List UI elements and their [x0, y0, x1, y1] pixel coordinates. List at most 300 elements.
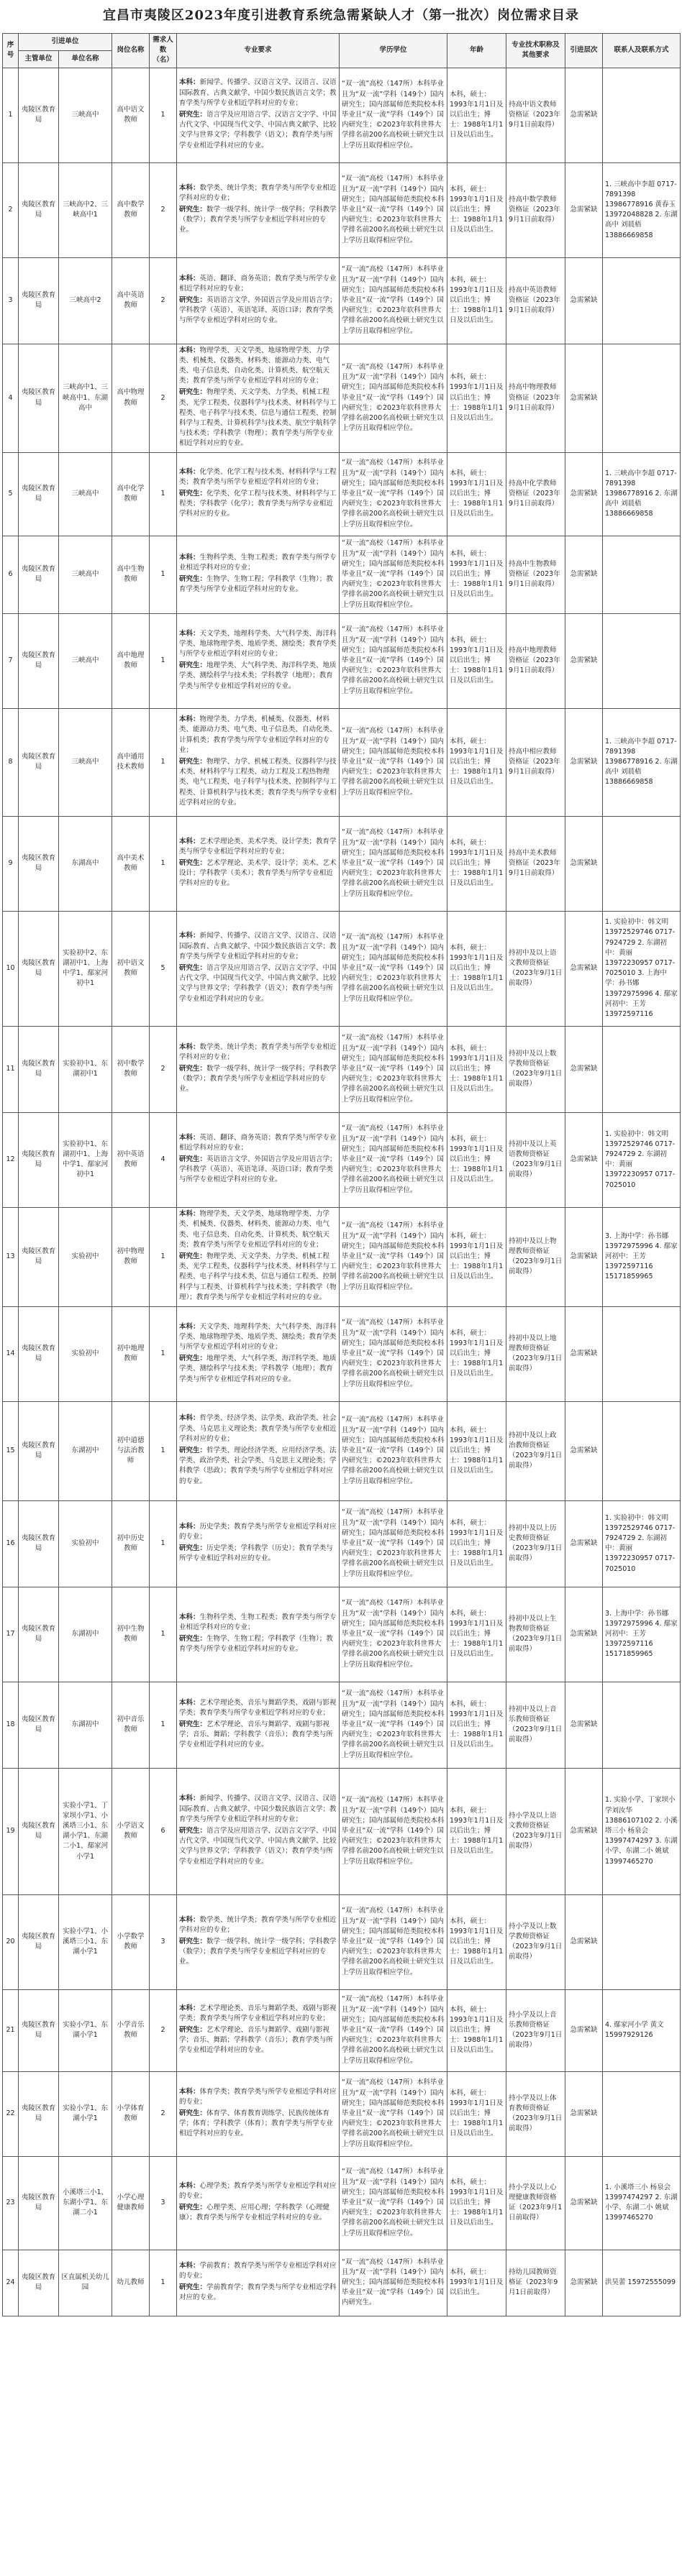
cell-post: 高中数学教师 — [112, 162, 150, 257]
cell-level: 急需紧缺 — [565, 257, 603, 344]
cell-major — [177, 162, 340, 257]
major-line: 本科：艺术学理论类、美术学类、设计学类；教育学类与所学专业相近学科对应的专业； — [179, 837, 337, 856]
major-line: 本科：英语、翻译、商务英语；教育学类与所学专业相近学科对应的专业； — [179, 274, 337, 293]
major-line: 研究生：艺术学理论、美术学、设计学；美术、艺术设计；学科教学（美术）；教育学类与所学专业相近学科对应的专业。 — [179, 859, 337, 888]
major-level-label: 研究生： — [179, 859, 207, 868]
cell-contact — [603, 1306, 681, 1401]
table-row — [3, 1306, 681, 1401]
cell-unit: 三峡高中2 — [59, 257, 112, 344]
cell-age: 本科，硕士：1993年1月1日及以后出生；博士：1988年1月1日及以后出生。 — [447, 1207, 506, 1306]
cell-unit: 实验小学1、丁家坝小学1、小溪塔三小1、东湖小学1、东湖二小1、鄢家河小学1 — [59, 1768, 112, 1894]
cell-level: 急需紧缺 — [565, 1682, 603, 1768]
table-row — [3, 613, 681, 708]
cell-degree: “双一流”高校（147所）本科毕业且为“双一流”学科（149个）国内研究生；国内部属师范类院校本科毕业且“双一流”学科（149个）国内研究生；©2023年软科世界大学排名前200名高校硕士研究生以上学历且取得相应学位。 — [340, 1026, 447, 1112]
major-level-label: 研究生： — [179, 1355, 207, 1363]
cell-count: 4 — [150, 1112, 177, 1207]
major-level-label: 本科： — [179, 553, 200, 562]
cell-age: 本科，硕士：1993年1月1日及以后出生；博士：1988年1月1日及以后出生。 — [447, 1500, 506, 1587]
cell-age: 本科，硕士：1993年1月1日及以后出生；博士：1988年1月1日及以后出生。 — [447, 536, 506, 613]
major-level-label: 研究生： — [179, 2109, 207, 2118]
cell-other: 持初中及以上地理教师资格证（2023年9月1日前取得） — [506, 1306, 565, 1401]
major-line: 本科：天文学类、地理科学类、大气科学类、海洋科学类、地球物理学类、地质学类、测绘类；教育学类与所学专业相近学科对应的专业； — [179, 629, 337, 658]
cell-age: 本科，硕士：1993年1月1日及以后出生；博士：1988年1月1日及以后出生。 — [447, 68, 506, 162]
cell-age: 本科，硕士：1993年1月1日及以后出生；博士：1988年1月1日及以后出生。 — [447, 344, 506, 452]
major-line: 本科：艺术学理论类、音乐与舞蹈学类、戏剧与影视学类；教育学类与所学专业相近学科对应的专业； — [179, 1698, 337, 1717]
cell-count: 1 — [150, 613, 177, 708]
cell-dept: 夷陵区教育局 — [19, 257, 59, 344]
cell-age: 本科，硕士：1993年1月1日及以后出生；博士：1988年1月1日及以后出生。 — [447, 1587, 506, 1682]
cell-unit: 三峡高中 — [59, 68, 112, 162]
major-line: 研究生：语言学及应用语言学、汉语言文字学、中国古代文学、中国现当代文学、中国古典文献学、比较文学与世界文学；学科教学（语文）；教育学类与所学专业相近学科对应的专业。 — [179, 964, 337, 1003]
major-line: 研究生：生物学、生物工程；学科教学（生物）；教育学类与所学专业相近学科对应的专业。 — [179, 575, 333, 594]
table-row — [3, 68, 681, 162]
major-level-label: 本科： — [179, 2181, 200, 2190]
cell-major — [177, 911, 340, 1026]
cell-unit: 实验初中 — [59, 1500, 112, 1587]
cell-unit: 东湖初中 — [59, 1401, 112, 1500]
cell-major — [177, 1306, 340, 1401]
cell-age: 本科，硕士：1993年1月1日及以后出生；博士：1988年1月1日及以后出生。 — [447, 2071, 506, 2156]
major-level-label: 研究生： — [179, 2283, 207, 2292]
cell-degree: “双一流”高校（147所）本科毕业且为“双一流”学科（149个）国内研究生；国内部属师范类院校本科毕业且“双一流”学科（149个）国内研究生；©2023年软科世界大学排名前200名高校硕士研究生以上学历且取得相应学位。 — [340, 257, 447, 344]
cell-dept: 夷陵区教育局 — [19, 162, 59, 257]
cell-degree: “双一流”高校（147所）本科毕业且为“双一流”学科（149个）国内研究生；国内部属师范类院校本科毕业且“双一流”学科（149个）国内研究生；©2023年软科世界大学排名前200名高校硕士研究生以上学历且取得相应学位。 — [340, 1989, 447, 2071]
table-row — [3, 2250, 681, 2316]
cell-other: 持高中化学教师资格证（2023年9月1日前取得） — [506, 452, 565, 536]
major-line: 研究生：物理学类、天文学类、力学类、机械工程类、光学工程类、仪器科学与技术类、材料科学与工程类、电子科学与技术类、信息与通信工程类、控制科学与工程类、计算机科学与技术类、航空宇航科学与技术类；学科教学（物理）；教育学类与所学专业相近学科对应的专业。 — [179, 388, 337, 448]
major-line: 研究生：历史学类；学科教学（历史）；教育学类与所学专业相近学科对应的专业。 — [179, 1544, 333, 1563]
table-row — [3, 344, 681, 452]
table-row — [3, 708, 681, 816]
major-level-label: 本科： — [179, 467, 200, 476]
cell-unit: 三峡高中2、三峡高中1 — [59, 162, 112, 257]
cell-other: 持高中英语教师资格证（2023年9月1日前取得） — [506, 257, 565, 344]
cell-count: 1 — [150, 452, 177, 536]
header-level: 引进层次 — [565, 34, 603, 68]
cell-unit: 实验初中2、东湖初中1、上海中学1、鄢家河初中1 — [59, 911, 112, 1026]
cell-dept: 夷陵区教育局 — [19, 2156, 59, 2250]
major-line: 研究生：哲学类、理论经济学类、应用经济学类、法学类、政治学类、社会学类、马克思主义理论类；学科教学（思政）；教育学类与所学专业相近学科对应的专业。 — [179, 1447, 337, 1485]
cell-post: 初中生物教师 — [112, 1587, 150, 1682]
cell-dept: 夷陵区教育局 — [19, 452, 59, 536]
cell-seq: 13 — [3, 1207, 19, 1306]
cell-other: 持初中及以上政治教师资格证（2023年9月1日前取得） — [506, 1401, 565, 1500]
cell-other: 持小学及以上语文教师资格证（2023年9月1日前取得） — [506, 1768, 565, 1894]
header-age: 年龄 — [447, 34, 506, 68]
cell-level: 急需紧缺 — [565, 1587, 603, 1682]
cell-dept: 夷陵区教育局 — [19, 1989, 59, 2071]
cell-degree: “双一流”高校（147所）本科毕业且为“双一流”学科（149个）国内研究生；国内部属师范类院校本科毕业且“双一流”学科（149个）国内研究生；©2023年软科世界大学排名前200名高校硕士研究生以上学历且取得相应学位。 — [340, 2071, 447, 2156]
cell-unit: 区直属机关幼儿园 — [59, 2250, 112, 2316]
major-line: 本科：新闻学、传播学、汉语言文学、汉语言、汉语国际教育、古典文献学、中国少数民族语言文学；教育学类与所学专业相近学科对应的专业； — [179, 932, 337, 961]
cell-post: 幼儿教师 — [112, 2250, 150, 2316]
cell-major — [177, 708, 340, 816]
cell-post: 高中通用技术教师 — [112, 708, 150, 816]
cell-contact — [603, 613, 681, 708]
cell-level: 急需紧缺 — [565, 1500, 603, 1587]
cell-contact — [603, 2071, 681, 2156]
header-seq: 序号 — [3, 34, 19, 68]
cell-unit: 小溪塔三小1、东湖小学1、东湖二小1 — [59, 2156, 112, 2250]
cell-other: 持高中数学教师资格证（2023年9月1日前取得） — [506, 162, 565, 257]
table-row — [3, 1587, 681, 1682]
cell-major — [177, 1026, 340, 1112]
cell-dept: 夷陵区教育局 — [19, 1026, 59, 1112]
cell-dept: 夷陵区教育局 — [19, 911, 59, 1026]
cell-degree: “双一流”高校（147所）本科毕业且为“双一流”学科（149个）国内研究生；国内部属师范类院校本科毕业且“双一流”学科（149个）国内研究生；©2023年软科世界大学排名前200名高校硕士研究生以上学历且取得相应学位。 — [340, 536, 447, 613]
major-line: 研究生：体育学、体育教育训练学、民族传统体育学；体育；学科教学（体育）；教育学类与所学专业相近学科对应的专业。 — [179, 2109, 333, 2138]
cell-seq: 8 — [3, 708, 19, 816]
major-line: 研究生：数学一级学科、统计学一级学科；学科教学（数学）；教育学类与所学专业相近学科对应的专业。 — [179, 1065, 337, 1094]
major-line: 本科：艺术学理论类、音乐与舞蹈学类、戏剧与影视学类；教育学类与所学专业相近学科对应的专业； — [179, 2004, 337, 2022]
cell-contact: 1. 实验初中：韩文明 13972529746 0717-7924729 2. 东湖初中：黄丽 13972230957 0717-7025010 — [603, 1500, 681, 1587]
major-level-label: 研究生： — [179, 1938, 207, 1946]
cell-level: 急需紧缺 — [565, 816, 603, 911]
major-line: 研究生：地理学类、大气科学类、海洋科学类、地质学类、测绘科学与技术类；学科教学（地理）；教育学类与所学专业相近学科对应的专业。 — [179, 1355, 337, 1383]
table-row — [3, 1989, 681, 2071]
cell-contact: 1. 实验初中：韩文明 13972529746 0717-7924729 2. 东湖初中：黄丽 13972230957 0717-7025010 3. 上海中学：孙书娜 13972975996 4. 鄢家河初中：王芳 13972597116 — [603, 911, 681, 1026]
major-line: 研究生：英语语言文学、外国语言学及应用语言学；学科教学（英语）、英语笔译、英语口译；教育学类与所学专业相近学科对应的专业。 — [179, 1155, 337, 1184]
cell-age: 本科，硕士：1993年1月1日及以后出生；博士：1988年1月1日及以后出生。 — [447, 257, 506, 344]
major-level-label: 本科： — [179, 2261, 200, 2270]
cell-unit: 东湖高中 — [59, 816, 112, 911]
major-level-label: 本科： — [179, 1915, 200, 1924]
cell-unit: 三峡高中 — [59, 536, 112, 613]
cell-major — [177, 1587, 340, 1682]
cell-level: 急需紧缺 — [565, 1401, 603, 1500]
cell-seq: 22 — [3, 2071, 19, 2156]
cell-dept: 夷陵区教育局 — [19, 2250, 59, 2316]
cell-dept: 夷陵区教育局 — [19, 1207, 59, 1306]
major-level-label: 本科： — [179, 2004, 200, 2012]
cell-other: 持小学及以上体育教师资格证（2023年9月1日前取得） — [506, 2071, 565, 2156]
cell-degree: “双一流”高校（147所）本科毕业且为“双一流”学科（149个）国内研究生；国内部属师范类院校本科毕业且“双一流”学科（149个）国内研究生；©2023年软科世界大学排名前200名高校硕士研究生以上学历且取得相应学位。 — [340, 452, 447, 536]
cell-other: 持初中及以上音乐教师资格证（2023年9月1日前取得） — [506, 1682, 565, 1768]
major-line: 研究生：生物学、生物工程；学科教学（生物）；教育学类与所学专业相近学科对应的专业。 — [179, 1635, 333, 1654]
cell-level: 急需紧缺 — [565, 68, 603, 162]
major-line: 本科：天文学类、地理科学类、大气科学类、海洋科学类、地球物理学类、地质学类、测绘类；教育学类与所学专业相近学科对应的专业； — [179, 1322, 337, 1351]
major-level-label: 研究生： — [179, 1635, 207, 1644]
cell-other: 持高中相应教师资格证（2023年9月1日前取得） — [506, 708, 565, 816]
table-row — [3, 257, 681, 344]
major-line: 本科：生物科学类、生物工程类；教育学类与所学专业相近学科对应的专业； — [179, 1613, 337, 1631]
cell-count: 3 — [150, 2156, 177, 2250]
cell-age: 本科，硕士：1993年1月1日及以后出生；博士：1988年1月1日及以后出生。 — [447, 911, 506, 1026]
cell-level: 急需紧缺 — [565, 1768, 603, 1894]
cell-unit: 实验初中1、东湖初中1 — [59, 1026, 112, 1112]
cell-seq: 1 — [3, 68, 19, 162]
cell-seq: 4 — [3, 344, 19, 452]
cell-post: 高中语文教师 — [112, 68, 150, 162]
major-level-label: 研究生： — [179, 206, 207, 214]
major-line: 本科：哲学类、经济学类、法学类、政治学类、社会学类、马克思主义理论类；教育学类与所学专业相近学科对应的专业； — [179, 1414, 337, 1443]
cell-seq: 21 — [3, 1989, 19, 2071]
cell-unit: 三峡高中 — [59, 708, 112, 816]
cell-degree: “双一流”高校（147所）本科毕业且为“双一流”学科（149个）国内研究生；国内部属师范类院校本科毕业且“双一流”学科（149个）国内研究生。 — [340, 2250, 447, 2316]
cell-age: 本科，硕士：1993年1月1日及以后出生。 — [447, 2250, 506, 2316]
major-level-label: 研究生： — [179, 490, 207, 498]
cell-contact: 1. 小溪塔三小 杨泉会 13997474297 2. 东湖小学、东湖二小 姚斌 13997465270 — [603, 2156, 681, 2250]
cell-count: 1 — [150, 2250, 177, 2316]
major-line: 研究生：心理学类、应用心理；学科教学（心理健康）；教育学类与所学专业相近学科对应的专业。 — [179, 2204, 330, 2222]
major-level-label: 本科： — [179, 183, 200, 192]
cell-dept: 夷陵区教育局 — [19, 1894, 59, 1989]
cell-unit: 三峡高中 — [59, 613, 112, 708]
header-major: 专业要求 — [177, 34, 340, 68]
cell-degree: “双一流”高校（147所）本科毕业且为“双一流”学科（149个）国内研究生；国内部属师范类院校本科毕业且“双一流”学科（149个）国内研究生；©2023年软科世界大学排名前200名高校硕士研究生以上学历且取得相应学位。 — [340, 1682, 447, 1768]
cell-post: 高中美术教师 — [112, 816, 150, 911]
cell-count: 2 — [150, 1989, 177, 2071]
major-line: 本科：英语、翻译、商务英语；教育学类与所学专业相近学科对应的专业； — [179, 1133, 337, 1152]
cell-degree: “双一流”高校（147所）本科毕业且为“双一流”学科（149个）国内研究生；国内部属师范类院校本科毕业且“双一流”学科（149个）国内研究生；©2023年软科世界大学排名前200名高校硕士研究生以上学历且取得相应学位。 — [340, 613, 447, 708]
cell-degree: “双一流”高校（147所）本科毕业且为“双一流”学科（149个）国内研究生；国内部属师范类院校本科毕业且“双一流”学科（149个）国内研究生；©2023年软科世界大学排名前200名高校硕士研究生以上学历且取得相应学位。 — [340, 1207, 447, 1306]
cell-other: 持幼儿园教师资格证（2023年9月1日前取得） — [506, 2250, 565, 2316]
cell-seq: 2 — [3, 162, 19, 257]
cell-post: 初中英语教师 — [112, 1112, 150, 1207]
job-table — [2, 33, 681, 2316]
major-level-label: 本科： — [179, 715, 200, 724]
cell-age: 本科，硕士：1993年1月1日及以后出生；博士：1988年1月1日及以后出生。 — [447, 816, 506, 911]
header-unit-group: 引进单位 — [19, 34, 112, 51]
table-row — [3, 1026, 681, 1112]
cell-seq: 3 — [3, 257, 19, 344]
cell-level: 急需紧缺 — [565, 2071, 603, 2156]
cell-unit: 实验小学1、小溪塔三小1、东湖小学1 — [59, 1894, 112, 1989]
cell-level: 急需紧缺 — [565, 1989, 603, 2071]
cell-count: 1 — [150, 1500, 177, 1587]
table-row — [3, 2156, 681, 2250]
cell-other: 持小学及以上数学教师资格证（2023年9月1日前取得） — [506, 1894, 565, 1989]
cell-post: 高中化学教师 — [112, 452, 150, 536]
major-level-label: 研究生： — [179, 2204, 207, 2212]
table-row — [3, 911, 681, 1026]
cell-dept: 夷陵区教育局 — [19, 613, 59, 708]
cell-unit: 实验初中 — [59, 1207, 112, 1306]
cell-major — [177, 257, 340, 344]
cell-unit: 三峡高中 — [59, 452, 112, 536]
cell-dept: 夷陵区教育局 — [19, 1768, 59, 1894]
major-level-label: 研究生： — [179, 1155, 207, 1164]
cell-post: 高中生物教师 — [112, 536, 150, 613]
cell-other: 持初中及以上历史教师资格证（2023年9月1日前取得） — [506, 1500, 565, 1587]
major-level-label: 研究生： — [179, 111, 207, 119]
cell-count: 1 — [150, 1587, 177, 1682]
cell-unit: 三峡高中1、三峡高中1、东湖高中 — [59, 344, 112, 452]
cell-unit: 实验小学1、东湖小学1 — [59, 1989, 112, 2071]
cell-count: 2 — [150, 257, 177, 344]
cell-contact: 3. 上海中学：孙书娜 13972975996 4. 鄢家河初中：王芳 13972597116 15171859965 — [603, 1587, 681, 1682]
cell-seq: 16 — [3, 1500, 19, 1587]
cell-other: 持初中及以上物理教师资格证（2023年9月1日前取得） — [506, 1207, 565, 1306]
table-row — [3, 1500, 681, 1587]
cell-major — [177, 1682, 340, 1768]
cell-contact: 1. 三峡高中李超 0717-7891398 13986778916 2. 东湖高中 刘晨梧 13886669858 — [603, 708, 681, 816]
cell-post: 初中物理教师 — [112, 1207, 150, 1306]
cell-seq: 17 — [3, 1587, 19, 1682]
major-level-label: 研究生： — [179, 964, 207, 973]
cell-level: 急需紧缺 — [565, 2156, 603, 2250]
cell-major — [177, 1989, 340, 2071]
cell-degree: “双一流”高校（147所）本科毕业且为“双一流”学科（149个）国内研究生；国内部属师范类院校本科毕业且“双一流”学科（149个）国内研究生；©2023年软科世界大学排名前200名高校硕士研究生以上学历且取得相应学位。 — [340, 1401, 447, 1500]
major-line: 本科：心理学类；教育学类与所学专业相近学科对应的专业； — [179, 2181, 337, 2200]
cell-contact — [603, 68, 681, 162]
major-level-label: 本科： — [179, 1698, 200, 1707]
cell-major — [177, 1112, 340, 1207]
major-line: 研究生：数学一级学科、统计学一级学科；学科教学（数学）；教育学类与所学专业相近学科对应的专业。 — [179, 1938, 337, 1966]
major-level-label: 本科： — [179, 1613, 200, 1621]
cell-age: 本科，硕士：1993年1月1日及以后出生；博士：1988年1月1日及以后出生。 — [447, 1682, 506, 1768]
major-line: 本科：数学类、统计学类；教育学类与所学专业相近学科对应的专业； — [179, 1042, 337, 1061]
major-level-label: 研究生： — [179, 1252, 207, 1261]
cell-seq: 5 — [3, 452, 19, 536]
cell-age: 本科，硕士：1993年1月1日及以后出生；博士：1988年1月1日及以后出生。 — [447, 1401, 506, 1500]
cell-major — [177, 452, 340, 536]
cell-contact: 1. 实验初中：韩文明 13972529746 0717-7924729 2. 东湖初中：黄丽 13972230957 0717-7025010 — [603, 1112, 681, 1207]
table-row — [3, 536, 681, 613]
table-row — [3, 1768, 681, 1894]
major-level-label: 本科： — [179, 1133, 200, 1142]
cell-seq: 9 — [3, 816, 19, 911]
cell-dept: 夷陵区教育局 — [19, 2071, 59, 2156]
cell-major — [177, 536, 340, 613]
cell-contact — [603, 1026, 681, 1112]
header-post: 岗位名称 — [112, 34, 150, 68]
cell-contact — [603, 536, 681, 613]
major-line: 本科：体育学类；教育学类与所学专业相近学科对应的专业； — [179, 2087, 337, 2106]
major-line: 本科：数学类、统计学类；教育学类与所学专业相近学科对应的专业； — [179, 183, 337, 202]
cell-level: 急需紧缺 — [565, 452, 603, 536]
table-row — [3, 1401, 681, 1500]
cell-contact: 1. 实验小学、丁家坝小学刘汝华 13886107102 2. 小溪塔三小 杨泉会 13997474297 3. 东湖小学、东湖二小 姚斌 13997465270 — [603, 1768, 681, 1894]
cell-contact — [603, 1894, 681, 1989]
major-line: 本科：数学类、统计学类；教育学类与所学专业相近学科对应的专业； — [179, 1915, 337, 1934]
cell-age: 本科，硕士：1993年1月1日及以后出生；博士：1988年1月1日及以后出生。 — [447, 708, 506, 816]
cell-seq: 15 — [3, 1401, 19, 1500]
cell-dept: 夷陵区教育局 — [19, 1112, 59, 1207]
cell-major — [177, 1500, 340, 1587]
major-line: 研究生：地理学类、大气科学类、海洋科学类、地质学类、测绘科学与技术类；学科教学（地理）；教育学类与所学专业相近学科对应的专业。 — [179, 661, 337, 690]
cell-contact — [603, 1682, 681, 1768]
cell-count: 1 — [150, 816, 177, 911]
major-level-label: 研究生： — [179, 1720, 207, 1729]
major-line: 研究生：化学类、化学工程与技术类、材料科学与工程类；学科教学（化学）；教育学类与所学专业相近学科对应的专业。 — [179, 490, 337, 518]
cell-degree: “双一流”高校（147所）本科毕业且为“双一流”学科（149个）国内研究生；国内部属师范类院校本科毕业且“双一流”学科（149个）国内研究生；©2023年软科世界大学排名前200名高校硕士研究生以上学历且取得相应学位。 — [340, 344, 447, 452]
cell-count: 2 — [150, 2071, 177, 2156]
major-level-label: 本科： — [179, 2087, 200, 2096]
major-line: 本科：化学类、化学工程与技术类、材料科学与工程类；教育学类与所学专业相近学科对应的专业； — [179, 467, 337, 486]
major-level-label: 研究生： — [179, 661, 207, 670]
major-line: 研究生：艺术学理论、音乐与舞蹈学、戏剧与影视学；音乐、舞蹈；学科教学（音乐）；教育学类与所学专业相近学科对应的专业。 — [179, 1720, 333, 1749]
cell-dept: 夷陵区教育局 — [19, 1682, 59, 1768]
cell-seq: 14 — [3, 1306, 19, 1401]
cell-degree: “双一流”高校（147所）本科毕业且为“双一流”学科（149个）国内研究生；国内部属师范类院校本科毕业且“双一流”学科（149个）国内研究生；©2023年软科世界大学排名前200名高校硕士研究生以上学历且取得相应学位。 — [340, 1768, 447, 1894]
cell-dept: 夷陵区教育局 — [19, 1306, 59, 1401]
major-level-label: 本科： — [179, 274, 200, 283]
header-degree: 学历学位 — [340, 34, 447, 68]
cell-degree: “双一流”高校（147所）本科毕业且为“双一流”学科（149个）国内研究生；国内部属师范类院校本科毕业且“双一流”学科（149个）国内研究生；©2023年软科世界大学排名前200名高校硕士研究生以上学历且取得相应学位。 — [340, 1306, 447, 1401]
cell-dept: 夷陵区教育局 — [19, 1401, 59, 1500]
cell-post: 小学语文教师 — [112, 1768, 150, 1894]
cell-major — [177, 2250, 340, 2316]
cell-count: 1 — [150, 1682, 177, 1768]
cell-dept: 夷陵区教育局 — [19, 708, 59, 816]
cell-post: 初中道德与法治教师 — [112, 1401, 150, 1500]
cell-degree: “双一流”高校（147所）本科毕业且为“双一流”学科（149个）国内研究生；国内部属师范类院校本科毕业且“双一流”学科（149个）国内研究生；©2023年软科世界大学排名前200名高校硕士研究生以上学历且取得相应学位。 — [340, 162, 447, 257]
cell-seq: 7 — [3, 613, 19, 708]
cell-major — [177, 344, 340, 452]
table-row — [3, 162, 681, 257]
cell-contact: 1. 三峡高中李超 0717-7891398 13986778916 2. 东湖高中 刘晨梧 13886669858 — [603, 452, 681, 536]
major-line: 研究生：学前教育学；教育学类与所学专业相近学科对应的专业。 — [179, 2283, 337, 2302]
cell-post: 高中英语教师 — [112, 257, 150, 344]
cell-contact — [603, 816, 681, 911]
cell-seq: 23 — [3, 2156, 19, 2250]
major-level-label: 研究生： — [179, 1447, 207, 1455]
major-line: 本科：历史学类；教育学类与所学专业相近学科对应的专业； — [179, 1522, 337, 1541]
cell-major — [177, 68, 340, 162]
cell-major — [177, 613, 340, 708]
cell-major — [177, 1207, 340, 1306]
major-line: 本科：物理学类、力学类、机械类、仪器类、材料类、能源动力类、电气类、电子信息类、自动化类、计算机类；教育学类与所学专业相近学科对应的专业； — [179, 715, 337, 754]
major-level-label: 研究生： — [179, 388, 207, 397]
major-line: 研究生：英语语言文学、外国语言学及应用语言学；学科教学（英语）、英语笔译、英语口译；教育学类与所学专业相近学科对应的专业。 — [179, 296, 337, 325]
cell-seq: 24 — [3, 2250, 19, 2316]
major-line: 本科：新闻学、传播学、汉语言文学、汉语言、汉语国际教育、古典文献学、中国少数民族语言文学；教育学类与所学专业相近学科对应的专业； — [179, 1795, 337, 1823]
cell-level: 急需紧缺 — [565, 344, 603, 452]
cell-contact — [603, 1401, 681, 1500]
cell-count: 1 — [150, 708, 177, 816]
cell-dept: 夷陵区教育局 — [19, 816, 59, 911]
cell-post: 初中地理教师 — [112, 1306, 150, 1401]
major-line: 研究生：数学一级学科、统计学一级学科；学科教学（数学）；教育学类与所学专业相近学科对应的专业。 — [179, 206, 337, 234]
table-row — [3, 1682, 681, 1768]
cell-post: 小学数学教师 — [112, 1894, 150, 1989]
cell-age: 本科，硕士：1993年1月1日及以后出生；博士：1988年1月1日及以后出生。 — [447, 613, 506, 708]
cell-age: 本科，硕士：1993年1月1日及以后出生；博士：1988年1月1日及以后出生。 — [447, 1112, 506, 1207]
cell-seq: 19 — [3, 1768, 19, 1894]
cell-unit: 实验小学1、东湖小学1 — [59, 2071, 112, 2156]
cell-count: 2 — [150, 344, 177, 452]
cell-dept: 夷陵区教育局 — [19, 1500, 59, 1587]
cell-other: 持初中及以上数学教师资格证（2023年9月1日前取得） — [506, 1026, 565, 1112]
major-level-label: 研究生： — [179, 1544, 207, 1553]
cell-age: 本科，硕士：1993年1月1日及以后出生；博士：1988年1月1日及以后出生。 — [447, 1306, 506, 1401]
cell-other: 持高中生物教师资格证（2023年9月1日前取得） — [506, 536, 565, 613]
major-line: 研究生：艺术学理论、音乐与舞蹈学、戏剧与影视学；音乐、舞蹈；学科教学（音乐）；教育学类与所学专业相近学科对应的专业。 — [179, 2026, 333, 2055]
cell-degree: “双一流”高校（147所）本科毕业且为“双一流”学科（149个）国内研究生；国内部属师范类院校本科毕业且“双一流”学科（149个）国内研究生；©2023年软科世界大学排名前200名高校硕士研究生以上学历且取得相应学位。 — [340, 708, 447, 816]
cell-unit: 实验初中 — [59, 1306, 112, 1401]
cell-degree: “双一流”高校（147所）本科毕业且为“双一流”学科（149个）国内研究生；国内部属师范类院校本科毕业且“双一流”学科（149个）国内研究生；©2023年软科世界大学排名前200名高校硕士研究生以上学历且取得相应学位。 — [340, 911, 447, 1026]
table-row — [3, 816, 681, 911]
cell-degree: “双一流”高校（147所）本科毕业且为“双一流”学科（149个）国内研究生；国内部属师范类院校本科毕业且“双一流”学科（149个）国内研究生；©2023年软科世界大学排名前200名高校硕士研究生以上学历且取得相应学位。 — [340, 1112, 447, 1207]
cell-age: 本科，硕士：1993年1月1日及以后出生；博士：1988年1月1日及以后出生。 — [447, 1026, 506, 1112]
cell-post: 高中物理教师 — [112, 344, 150, 452]
cell-level: 急需紧缺 — [565, 536, 603, 613]
cell-other: 持初中及以上生物教师资格证（2023年9月1日前取得） — [506, 1587, 565, 1682]
major-line: 本科：物理学类、天文学类、地球物理学类、力学类、机械类、仪器类、材料类、能源动力类、电气类、电子信息类、自动化类、计算机类、航空航天类；教育学类与所学专业相近学科对应的专业； — [179, 1210, 330, 1249]
cell-level: 急需紧缺 — [565, 613, 603, 708]
cell-other: 持小学及以上心理健康教师资格证（2023年9月1日前取得） — [506, 2156, 565, 2250]
cell-major — [177, 2156, 340, 2250]
cell-seq: 10 — [3, 911, 19, 1026]
cell-age: 本科，硕士：1993年1月1日及以后出生；博士：1988年1月1日及以后出生。 — [447, 1989, 506, 2071]
major-level-label: 本科： — [179, 1414, 200, 1423]
major-level-label: 本科： — [179, 1322, 200, 1331]
table-row — [3, 1894, 681, 1989]
cell-level: 急需紧缺 — [565, 911, 603, 1026]
cell-count: 3 — [150, 1894, 177, 1989]
cell-major — [177, 1894, 340, 1989]
